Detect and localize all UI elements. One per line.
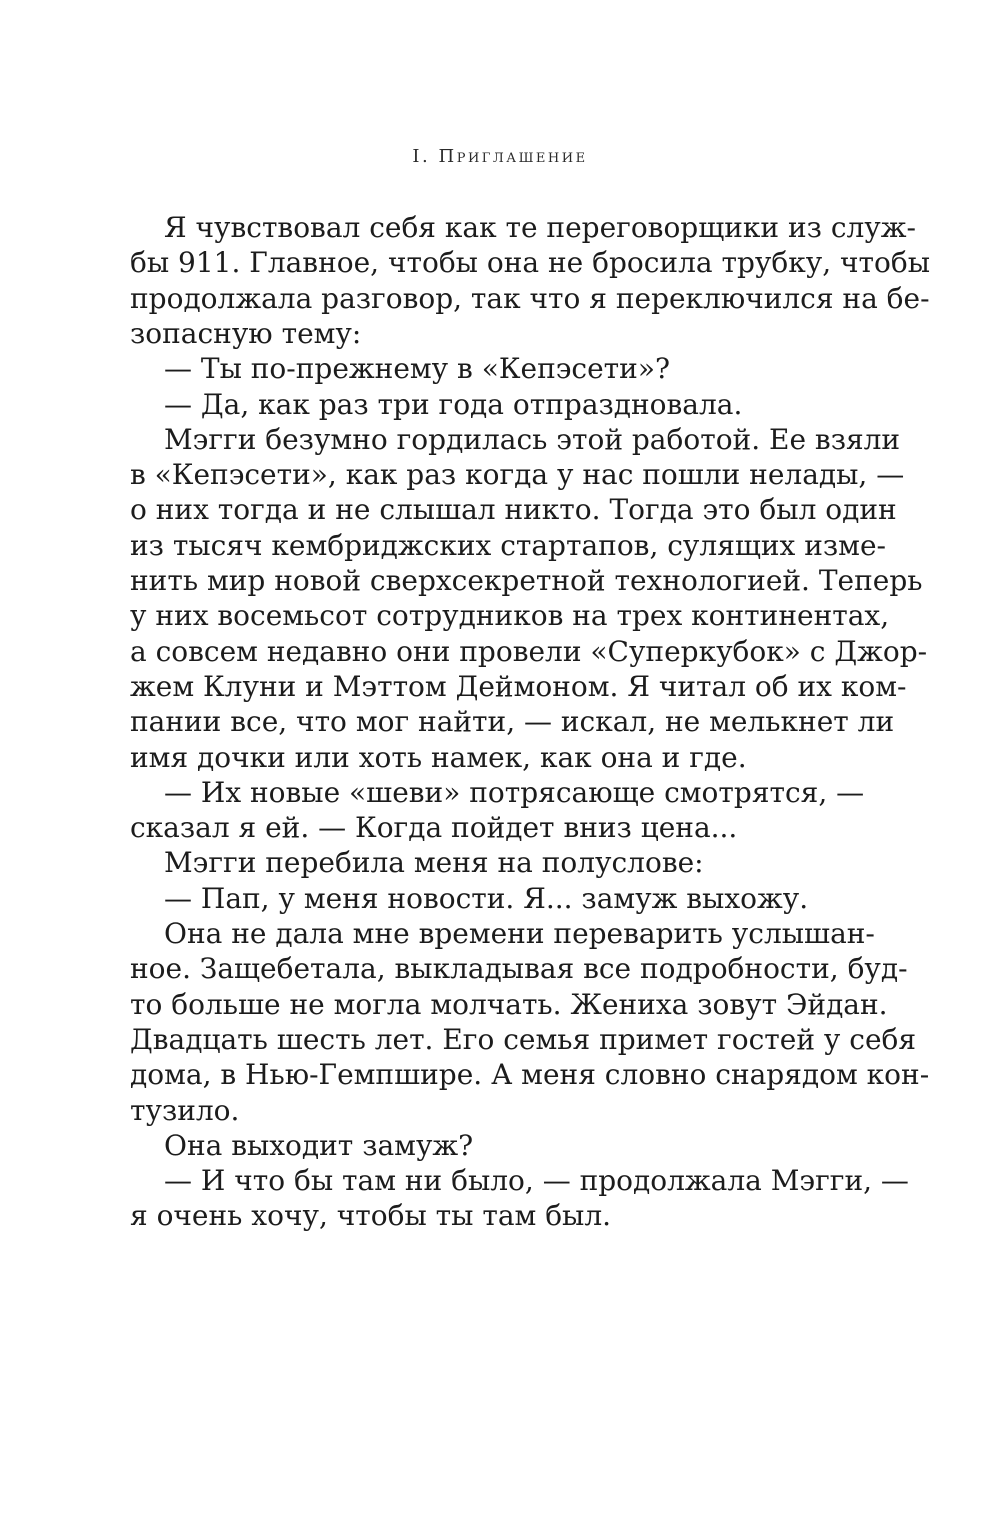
text-line: я очень хочу, чтобы ты там был. [130,1199,612,1233]
text-line: нить мир новой сверхсекретной технологией. Теперь [130,564,923,597]
text-line: — Да, как раз три года отпраздновала. [164,387,743,421]
text-line: а совсем недавно они провели «Суперкубок» с Джор- [130,634,928,668]
text-line: Она не дала мне времени переварить услышан- [164,917,875,950]
running-head [0,146,1000,167]
text-line: — И что бы там ни было, — продолжала Мэгги, — [164,1164,909,1198]
text-line: ное. Защебетала, выкладывая все подробности, буд- [130,952,908,986]
text-line: Мэгги перебила меня на полуслове: [164,846,704,880]
chapter-title: Приглашение [438,146,588,167]
chapter-number: I. [412,146,431,167]
text-line: о них тогда и не слышал никто. Тогда это был один [130,493,897,527]
text-line: в «Кепэсети», как раз когда у нас пошли нелады, — [130,458,905,492]
text-line: у них восемьсот сотрудников на трех континентах, [130,599,890,633]
text-line: продолжала разговор, так что я переключился на бе- [130,281,930,315]
text-line: — Ты по-прежнему в «Кепэсети»? [164,352,670,386]
text-line: бы 911. Главное, чтобы она не бросила трубку, чтобы [130,246,930,280]
text-line: дома, в Нью-Гемпшире. А меня словно снарядом кон- [130,1058,930,1092]
text-line: Я чувствовал себя как те переговорщики из служ- [164,211,916,244]
text-line: сказал я ей. — Когда пойдет вниз цена... [130,811,738,845]
text-line: Двадцать шесть лет. Его семья примет гостей у себя [130,1022,917,1056]
text-line: имя дочки или хоть намек, как она и где. [130,740,747,774]
text-line: тузило. [130,1093,240,1127]
text-line: зопасную тему: [130,316,362,350]
text-line: из тысяч кембриджских стартапов, сулящих изме- [130,528,886,562]
text-line: Она выходит замуж? [164,1128,474,1162]
text-line: Мэгги безумно гордилась этой работой. Ее взяли [164,422,901,456]
text-line: то больше не могла молчать. Жениха зовут Эйдан. [130,987,888,1021]
text-line: — Пап, у меня новости. Я... замуж выхожу. [164,881,809,915]
text-line: жем Клуни и Мэттом Деймоном. Я читал об их ком- [130,669,907,703]
text-line: пании все, что мог найти, — искал, не мелькнет ли [130,705,895,739]
text-line: — Их новые «шеви» потрясающе смотрятся, — [164,775,865,809]
